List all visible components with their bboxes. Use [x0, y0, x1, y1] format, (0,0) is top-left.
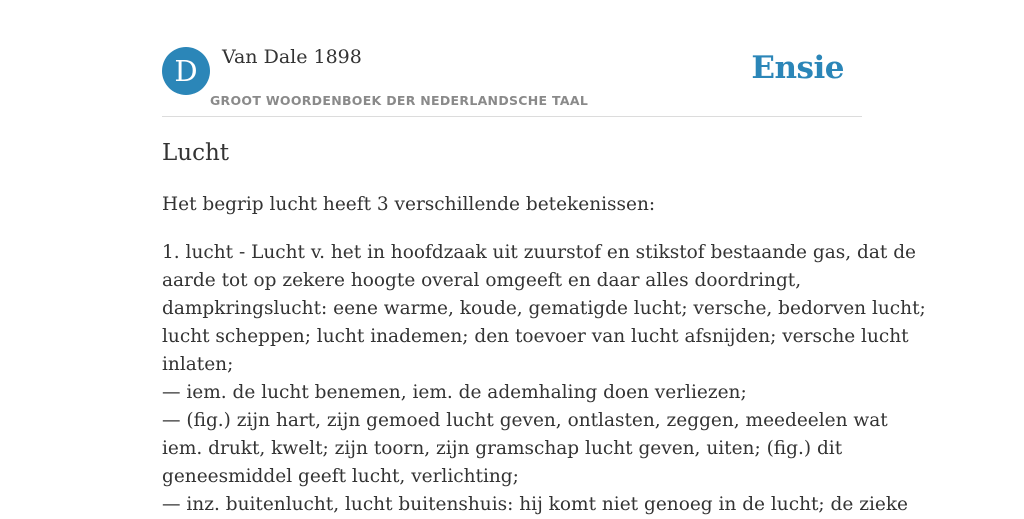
site-header	[162, 0, 862, 117]
definition-line: — (fig.) zijn hart, zijn gemoed lucht geven, ontlasten, zeggen, meedeelen wat	[162, 410, 888, 431]
definition-line: inlaten;	[162, 354, 234, 375]
definition-line: geneesmiddel geeft lucht, verlichting;	[162, 466, 519, 487]
definition-line: iem. drukt, kwelt; zijn toorn, zijn gramschap lucht geven, uiten; (fig.) dit	[162, 438, 843, 459]
dictionary-badge-icon[interactable]: D	[162, 47, 210, 95]
entry-intro: Het begrip lucht heeft 3 verschillende betekenissen:	[162, 194, 656, 215]
dictionary-title[interactable]: Van Dale 1898	[222, 46, 362, 68]
page-container	[162, 0, 926, 515]
definition-line: lucht scheppen; lucht inademen; den toevoer van lucht afsnijden; versche lucht	[162, 326, 909, 347]
definition-line: dampkringslucht: eene warme, koude, gematigde lucht; versche, bedorven lucht;	[162, 298, 926, 319]
definition-text	[162, 239, 926, 519]
definition-line: aarde tot op zekere hoogte overal omgeeft en daar alles doordringt,	[162, 270, 802, 291]
definition-line: 1. lucht - Lucht v. het in hoofdzaak uit zuurstof en stikstof bestaande gas, dat de	[162, 242, 916, 263]
entry-title: Lucht	[162, 140, 230, 166]
definition-line: — inz. buitenlucht, lucht buitenshuis: hij komt niet genoeg in de lucht; de zieke	[162, 494, 908, 515]
definition-line: — iem. de lucht benemen, iem. de ademhaling doen verliezen;	[162, 382, 747, 403]
ensie-logo[interactable]: Ensie	[751, 50, 844, 86]
dictionary-subtitle: GROOT WOORDENBOEK DER NEDERLANDSCHE TAAL	[210, 93, 589, 108]
